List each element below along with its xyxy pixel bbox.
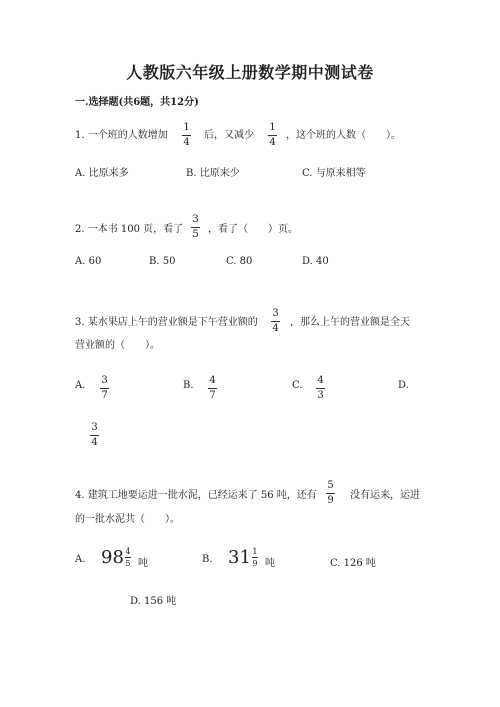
option-letter: A.	[75, 554, 86, 565]
option-mixed-number	[228, 547, 258, 568]
fraction-numerator: 3	[192, 214, 199, 225]
question-1-fraction-2	[268, 122, 277, 149]
fraction-denominator: 4	[91, 437, 98, 448]
question-3-text-end: ，那么上午的营业额是全天	[290, 317, 410, 328]
question-4-option-d[interactable]: D. 156 吨	[130, 596, 177, 607]
fraction-bar	[271, 321, 280, 322]
question-1-option-b[interactable]: B. 比原来少	[186, 168, 240, 179]
mixed-fraction	[252, 547, 258, 568]
option-letter: D.	[398, 380, 409, 391]
question-2-option-a[interactable]: A. 60	[75, 256, 102, 267]
fraction-denominator: 3	[317, 390, 324, 401]
option-fraction	[100, 375, 109, 402]
question-2-option-b[interactable]: B. 50	[149, 256, 176, 267]
fraction-bar	[268, 135, 277, 136]
fraction-denominator: 5	[125, 559, 131, 568]
question-2-fraction	[191, 214, 200, 241]
fraction-numerator: 4	[209, 375, 216, 386]
page-title: 人教版六年级上册数学期中测试卷	[126, 63, 374, 82]
question-2-option-c[interactable]: C. 80	[226, 256, 253, 267]
question-2-text-end: ，看了（ ）页。	[208, 224, 298, 235]
option-mixed-number	[101, 547, 131, 568]
fraction-bar	[90, 435, 99, 436]
fraction-numerator: 3	[272, 308, 279, 319]
fraction-bar	[316, 388, 325, 389]
mixed-whole: 31	[228, 546, 251, 568]
fraction-bar	[100, 388, 109, 389]
fraction-numerator: 3	[91, 422, 98, 433]
fraction-bar	[182, 135, 191, 136]
option-letter: B.	[183, 380, 194, 391]
option-letter: B.	[202, 554, 213, 565]
fraction-numerator: 4	[317, 375, 324, 386]
option-letter: A.	[75, 380, 86, 391]
fraction-numerator: 1	[183, 122, 190, 133]
fraction-numerator: 1	[252, 547, 258, 556]
question-1-fraction-1	[182, 122, 191, 149]
fraction-denominator: 5	[192, 229, 199, 240]
question-1-option-a[interactable]: A. 比原来多	[75, 168, 129, 179]
question-4-option-c[interactable]: C. 126 吨	[330, 558, 376, 569]
option-fraction	[208, 375, 217, 402]
question-1-text-start: 1. 一个班的人数增加	[75, 130, 168, 141]
question-1-text-middle: 后，又减少	[204, 130, 254, 141]
fraction-numerator: 5	[327, 480, 334, 491]
question-3-text-line2: 营业额的（ ）。	[75, 340, 160, 351]
option-fraction	[90, 422, 99, 449]
option-letter: C.	[292, 380, 303, 391]
question-3-fraction	[271, 308, 280, 335]
fraction-bar	[125, 557, 131, 558]
option-fraction	[316, 375, 325, 402]
option-unit: 吨	[265, 558, 275, 569]
fraction-denominator: 4	[183, 137, 190, 148]
fraction-bar	[252, 557, 258, 558]
question-4-text-start: 4. 建筑工地要运进一批水泥，已经运来了 56 吨，还有	[75, 490, 317, 501]
fraction-denominator: 7	[101, 390, 108, 401]
mixed-whole: 98	[101, 546, 124, 568]
fraction-numerator: 1	[269, 122, 276, 133]
fraction-denominator: 9	[252, 559, 258, 568]
fraction-denominator: 7	[209, 390, 216, 401]
question-4-text-end: 没有运来，运进	[350, 490, 420, 501]
question-2-option-d[interactable]: D. 40	[302, 256, 329, 267]
option-unit: 吨	[138, 558, 148, 569]
fraction-denominator: 4	[269, 137, 276, 148]
fraction-numerator: 4	[125, 547, 131, 556]
question-4-text-line2: 的一批水泥共（ ）。	[75, 514, 180, 525]
fraction-bar	[326, 493, 335, 494]
fraction-bar	[191, 227, 200, 228]
section-heading: 一.选择题(共6题，共12分)	[75, 97, 199, 108]
fraction-numerator: 3	[101, 375, 108, 386]
question-3-text-start: 3. 某水果店上午的营业额是下午营业额的	[75, 317, 258, 328]
question-1-option-c[interactable]: C. 与原来相等	[302, 168, 366, 179]
fraction-bar	[208, 388, 217, 389]
question-1-text-end: ，这个班的人数（ ）。	[286, 130, 401, 141]
fraction-denominator: 9	[327, 495, 334, 506]
mixed-fraction	[125, 547, 131, 568]
fraction-denominator: 4	[272, 323, 279, 334]
question-4-fraction	[326, 480, 335, 507]
question-2-text-start: 2. 一本书 100 页，看了	[75, 224, 184, 235]
